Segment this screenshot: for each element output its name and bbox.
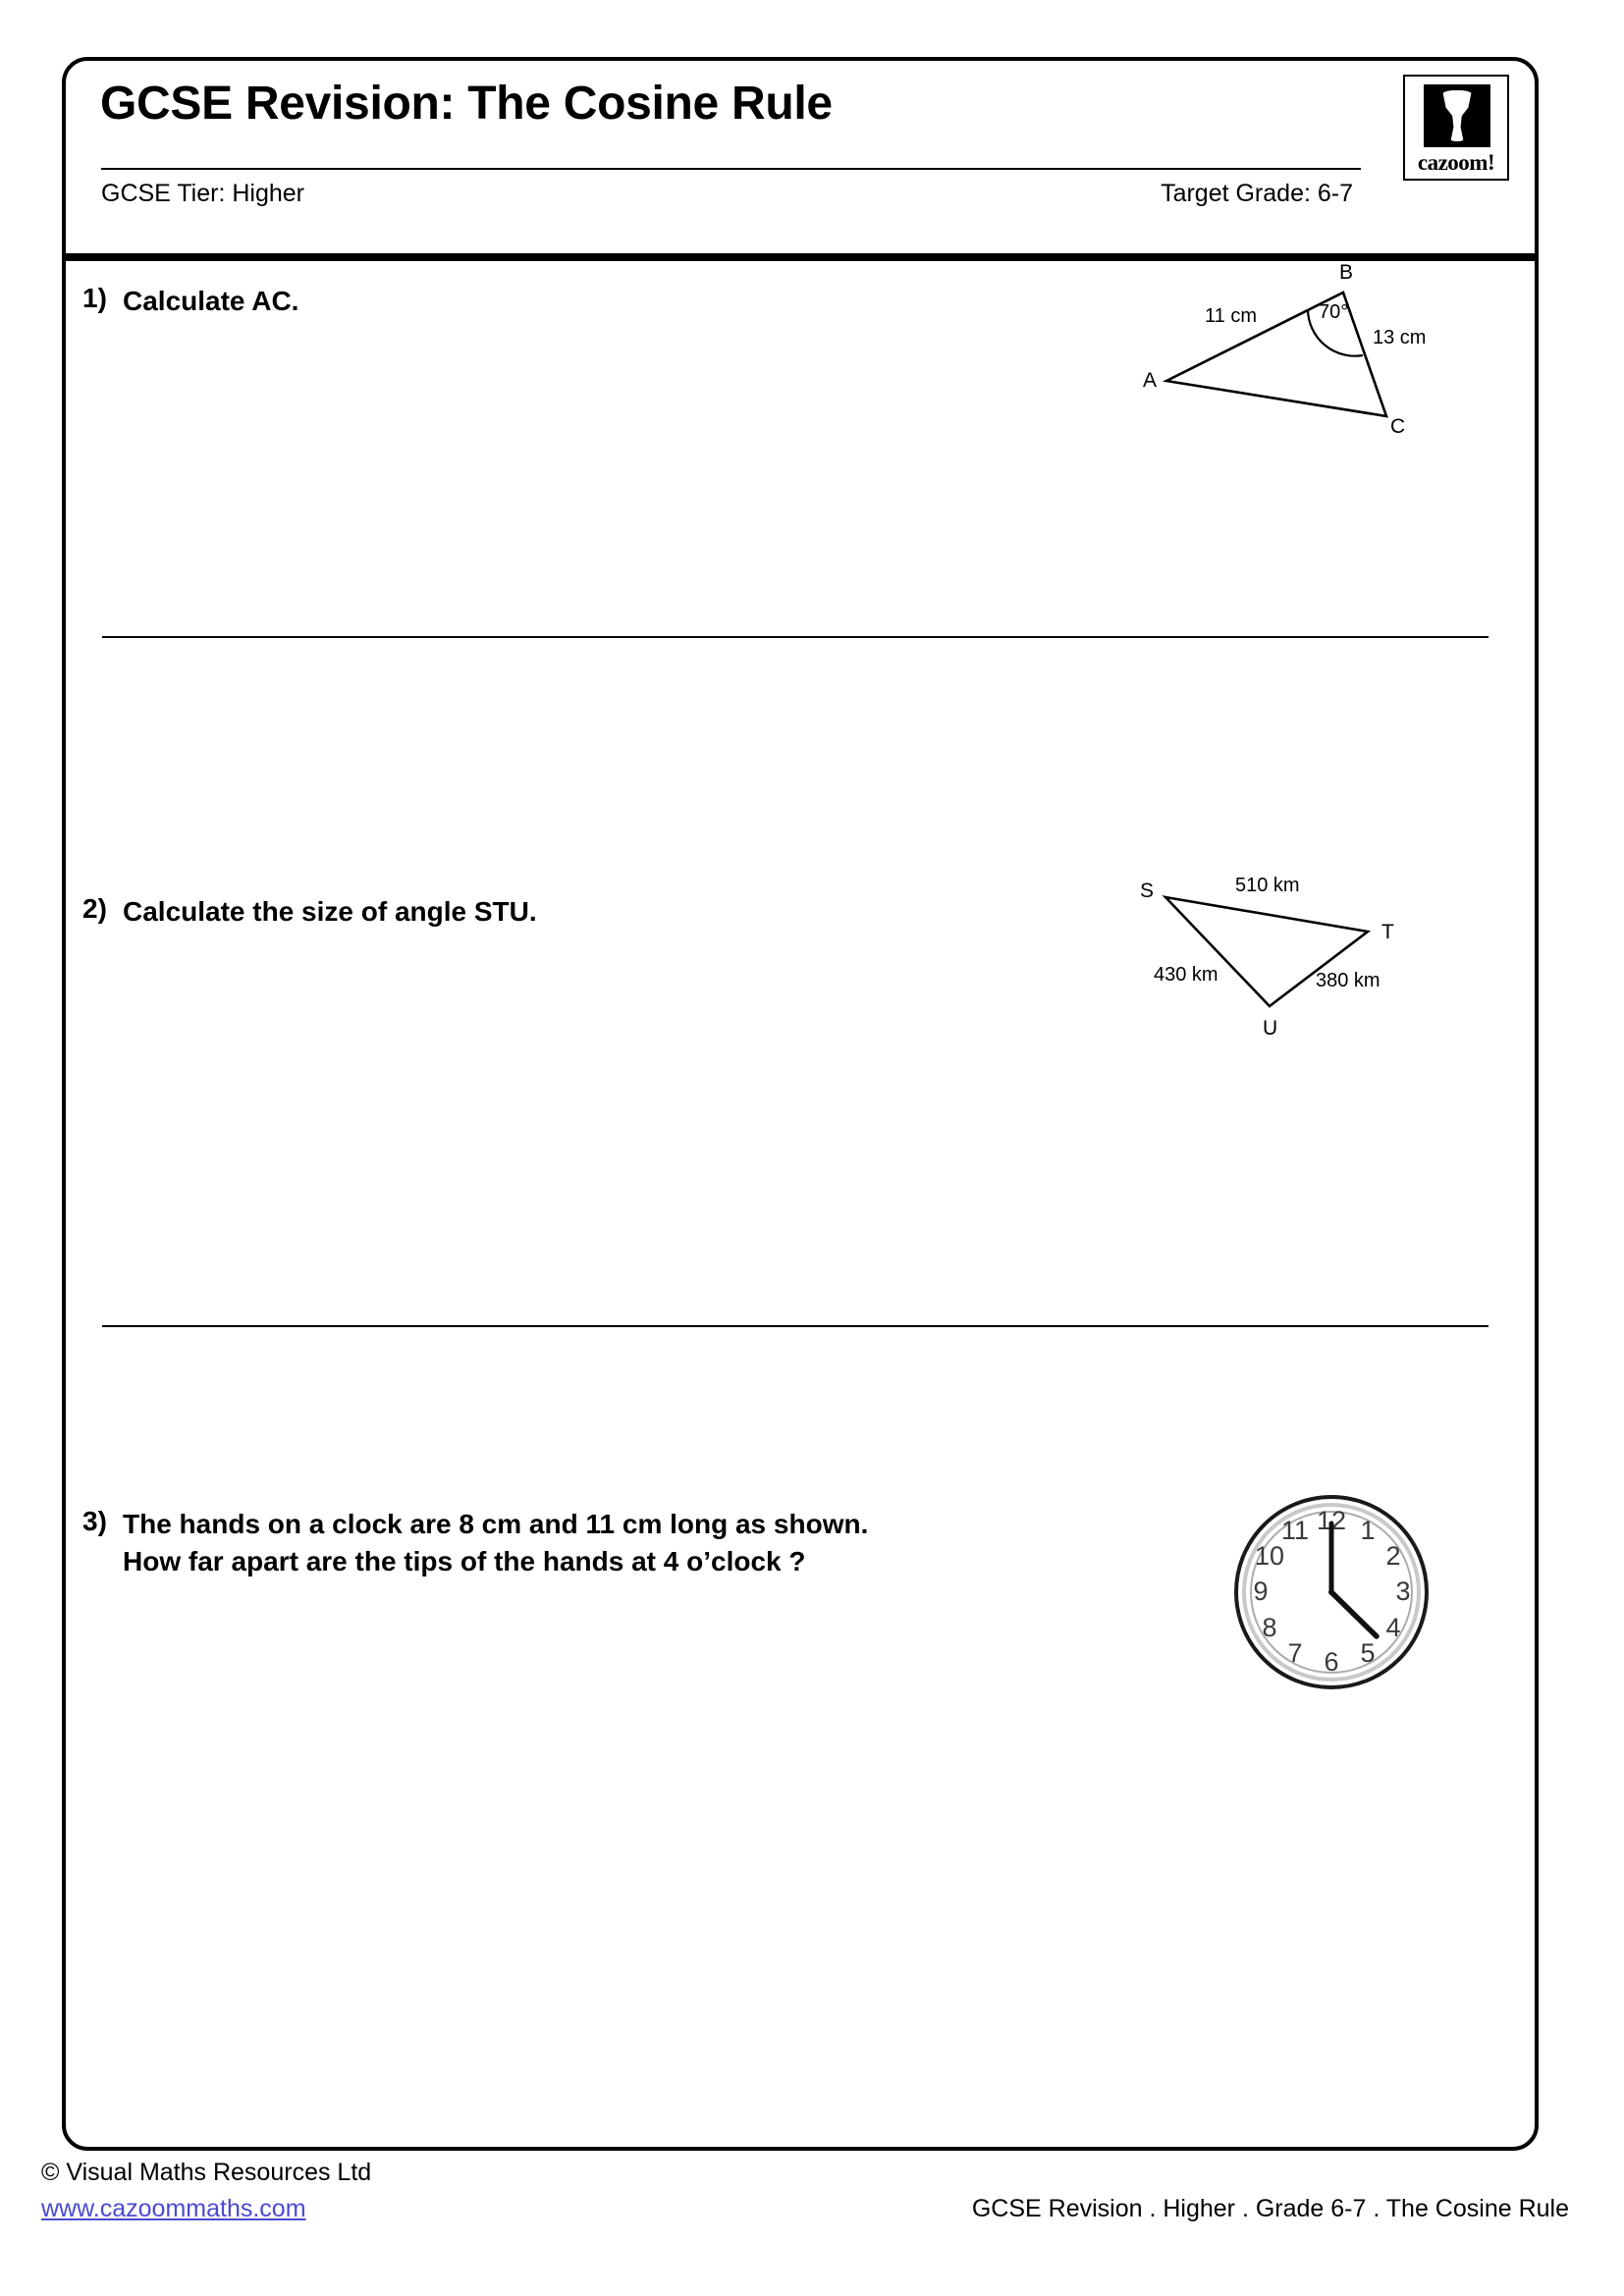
vertex-label-t: T [1381, 921, 1394, 943]
clock-numeral-7: 7 [1287, 1638, 1303, 1669]
target-grade-label: Target Grade: 6-7 [1161, 180, 1353, 207]
page-title: GCSE Revision: The Cosine Rule [100, 78, 833, 130]
clock-numeral-5: 5 [1360, 1638, 1376, 1669]
question-2-number: 2) [82, 893, 107, 924]
clock-numeral-9: 9 [1253, 1576, 1269, 1607]
vertex-label-b: B [1339, 261, 1354, 284]
footer-meta-text: GCSE Revision . Higher . Grade 6-7 . The Cosine Rule [971, 2195, 1569, 2222]
clock-numeral-8: 8 [1262, 1613, 1277, 1643]
clock-numeral-1: 1 [1360, 1516, 1376, 1546]
triangle-abc-shape [1166, 293, 1386, 416]
question-3-text: The hands on a clock are 8 cm and 11 cm long as shown. How far apart are the tips of the hands at 4 o’clock ? [123, 1509, 869, 1576]
question-3-number: 3) [82, 1506, 107, 1536]
question-1-text: Calculate AC. [123, 286, 299, 316]
worksheet-sheet [62, 57, 1539, 2151]
clock-numeral-11: 11 [1280, 1516, 1310, 1546]
question-2-text: Calculate the size of angle STU. [123, 896, 537, 927]
website-link[interactable]: www.cazoommaths.com [41, 2195, 306, 2222]
vertex-label-s: S [1140, 880, 1155, 902]
side-bc-length: 13 cm [1373, 327, 1426, 348]
side-ut-length: 380 km [1316, 970, 1380, 991]
question-1-triangle-figure [1121, 261, 1426, 438]
clock-numeral-3: 3 [1395, 1576, 1411, 1607]
side-ab-length: 11 cm [1205, 305, 1257, 327]
angle-b-value: 70° [1319, 301, 1349, 323]
title-divider [101, 168, 1361, 170]
clock-numeral-2: 2 [1385, 1541, 1401, 1572]
cazoom-logo [1403, 75, 1509, 181]
question-2-triangle-figure [1114, 876, 1429, 1042]
clock-center-pin [1328, 1589, 1334, 1595]
clock-numeral-6: 6 [1324, 1647, 1339, 1678]
side-st-length: 510 km [1235, 876, 1300, 896]
vertex-label-u: U [1263, 1017, 1278, 1040]
question-1-number: 1) [82, 283, 107, 313]
cazoom-mark-icon [1424, 84, 1490, 147]
vertex-label-c: C [1390, 415, 1406, 438]
vertex-label-a: A [1143, 369, 1158, 392]
divider-after-question-1 [102, 636, 1489, 638]
worksheet-header [66, 61, 1535, 253]
copyright-text: © Visual Maths Resources Ltd [41, 2159, 372, 2186]
question-3-clock-figure [1228, 1491, 1435, 1697]
cazoom-wordmark: cazoom! [1417, 150, 1495, 175]
clock-numeral-10: 10 [1254, 1541, 1285, 1572]
header-thick-divider [65, 253, 1536, 261]
side-su-length: 430 km [1154, 964, 1218, 986]
clock-numeral-4: 4 [1385, 1613, 1401, 1643]
tier-label: GCSE Tier: Higher [101, 180, 305, 207]
clock-numeral-12: 12 [1316, 1506, 1347, 1536]
divider-after-question-2 [102, 1325, 1489, 1327]
